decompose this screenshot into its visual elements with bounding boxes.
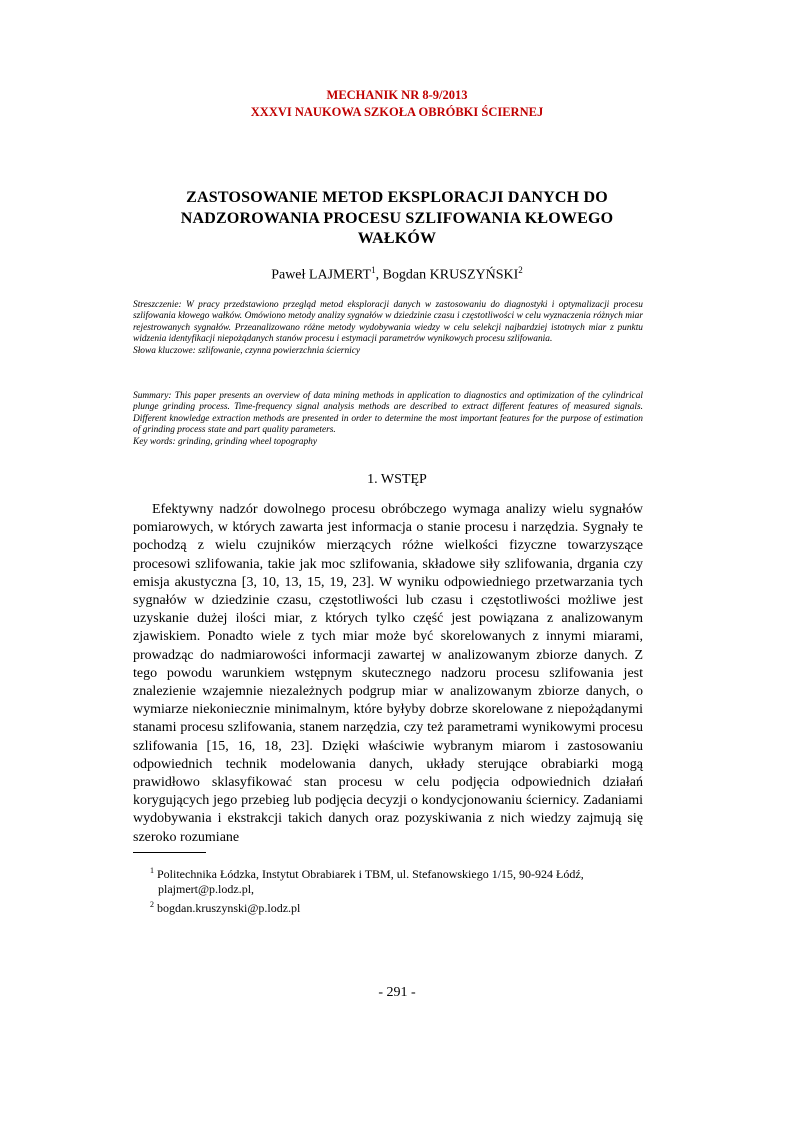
keywords-en-label: Key words: (133, 436, 176, 447)
author-separator: , (375, 267, 383, 283)
author-2-affiliation-mark: 2 (518, 265, 523, 275)
footnote-divider (133, 852, 206, 853)
footnotes (150, 863, 630, 916)
page-number: - 291 - (378, 985, 416, 1000)
abstract-pl-text: W pracy przedstawiono przegląd metod eksploracji danych w zastosowaniu do diagnostyki i optymalizacji procesu szlifowania kłowego wałków. Omówiono metody analizy sygnałów w dziedzinie czasu i częstotliwości w celu wyznaczenia różnych miar rejestrowanych sygnałów. Przeanalizowano różne metody wydobywania wiedzy w celu selekcji najbardziej istotnych miar z punktu widzenia identyfikacji niepożądanych stanów procesu i estymacji parametrów wynikowych procesu szlifowania. (133, 300, 643, 345)
body-paragraph: Efektywny nadzór dowolnego procesu obróbczego wymaga analizy wielu sygnałów pomiarowych, w których zawarta jest informacja o stanie procesu i narzędzia. Sygnały te pochodzą z wielu czujników mierzących różne wielkości fizyczne towarzyszące procesowi szlifowania, takie jak moc szlifowania, składowe siły szlifowania, drgania czy emisja akustyczna [3, 10, 13, 15, 19, 23]. W wyniku odpowiedniego przetwarzania tych sygnałów w dziedzinie czasu, częstotliwości lub czasu i częstotliwości możliwe jest uzyskanie dużej ilości miar, z których tylko część jest powiązana z analizowanym zjawiskiem. Ponadto wiele z tych miar może być skorelowanych z innymi miarami, prowadząc do nadmiarowości informacji zawartej w analizowanym zbiorze danych. Z tego powodu warunkiem wstępnym skutecznego nadzoru procesu szlifowania jest znalezienie wzajemnie niezależnych podgrup miar w analizowanym zbiorze danych, o wymiarze niekoniecznie minimalnym, które byłyby dobrze skorelowane z niepożądanymi stanami procesu szlifowania, stanem narzędzia, czy też parametrami wynikowymi procesu szlifowania [15, 16, 18, 23]. Dzięki właściwie wybranym miarom i zastosowaniu odpowiednich technik modelowania danych, układy sterujące obrabiarki mogą prawidłowo sklasyfikować stan procesu w celu podjęcia odpowiednich działań korygujących jego przebieg lub podjęcia decyzji o kondycjonowaniu ściernicy. Zadaniami wydobywania i ekstrakcji takich danych oraz pozyskiwania z nich wiedzy zajmują się szeroko rozumiane (133, 502, 643, 845)
journal-name: MECHANIK NR 8-9/2013 (326, 88, 468, 102)
footnote-1-email: plajmert@p.lodz.pl, (158, 882, 255, 896)
footnote-2 (150, 897, 630, 916)
paper-title: ZASTOSOWANIE METOD EKSPLORACJI DANYCH DO NADZOROWANIA PROCESU SZLIFOWANIA KŁOWEGO WAŁKÓW (180, 189, 614, 247)
abstract-pl-label: Streszczenie: (133, 300, 182, 310)
abstract-en-label: Summary: (133, 391, 172, 401)
author-1-affiliation-mark: 1 (371, 265, 376, 275)
abstract-english (133, 391, 643, 448)
abstract-en-text: This paper presents an overview of data mining methods in application to diagnostics and optimization of the cylindrical plunge grinding process. Time-frequency signal analysis methods are described to extract different features of measured signals. Different knowledge extraction methods are presented in order to determine the most important features for the purpose of estimation of grinding process state and part quality parameters. (133, 391, 643, 436)
keywords-pl-label: Słowa kluczowe: (133, 345, 196, 356)
footnote-1-text: Politechnika Łódzka, Instytut Obrabiarek i TBM, ul. Stefanowskiego 1/15, 90-924 Łódź, (154, 867, 584, 881)
keywords-pl: szlifowanie, czynna powierzchnia ściernicy (195, 345, 361, 356)
footnote-2-mark: 2 (150, 900, 154, 909)
author-2: Bogdan KRUSZYŃSKI (382, 267, 519, 283)
author-1: Paweł LAJMERT (271, 267, 372, 283)
author-line (0, 265, 794, 284)
footnote-2-text: bogdan.kruszynski@p.lodz.pl (154, 901, 301, 915)
footnote-1-mark: 1 (150, 866, 154, 875)
section-heading: 1. WSTĘP (367, 472, 427, 487)
keywords-en: grinding, grinding wheel topography (175, 436, 318, 447)
conference-name: XXXVI NAUKOWA SZKOŁA OBRÓBKI ŚCIERNEJ (250, 105, 544, 119)
footnote-1 (150, 863, 630, 882)
abstract-polish (133, 300, 643, 357)
